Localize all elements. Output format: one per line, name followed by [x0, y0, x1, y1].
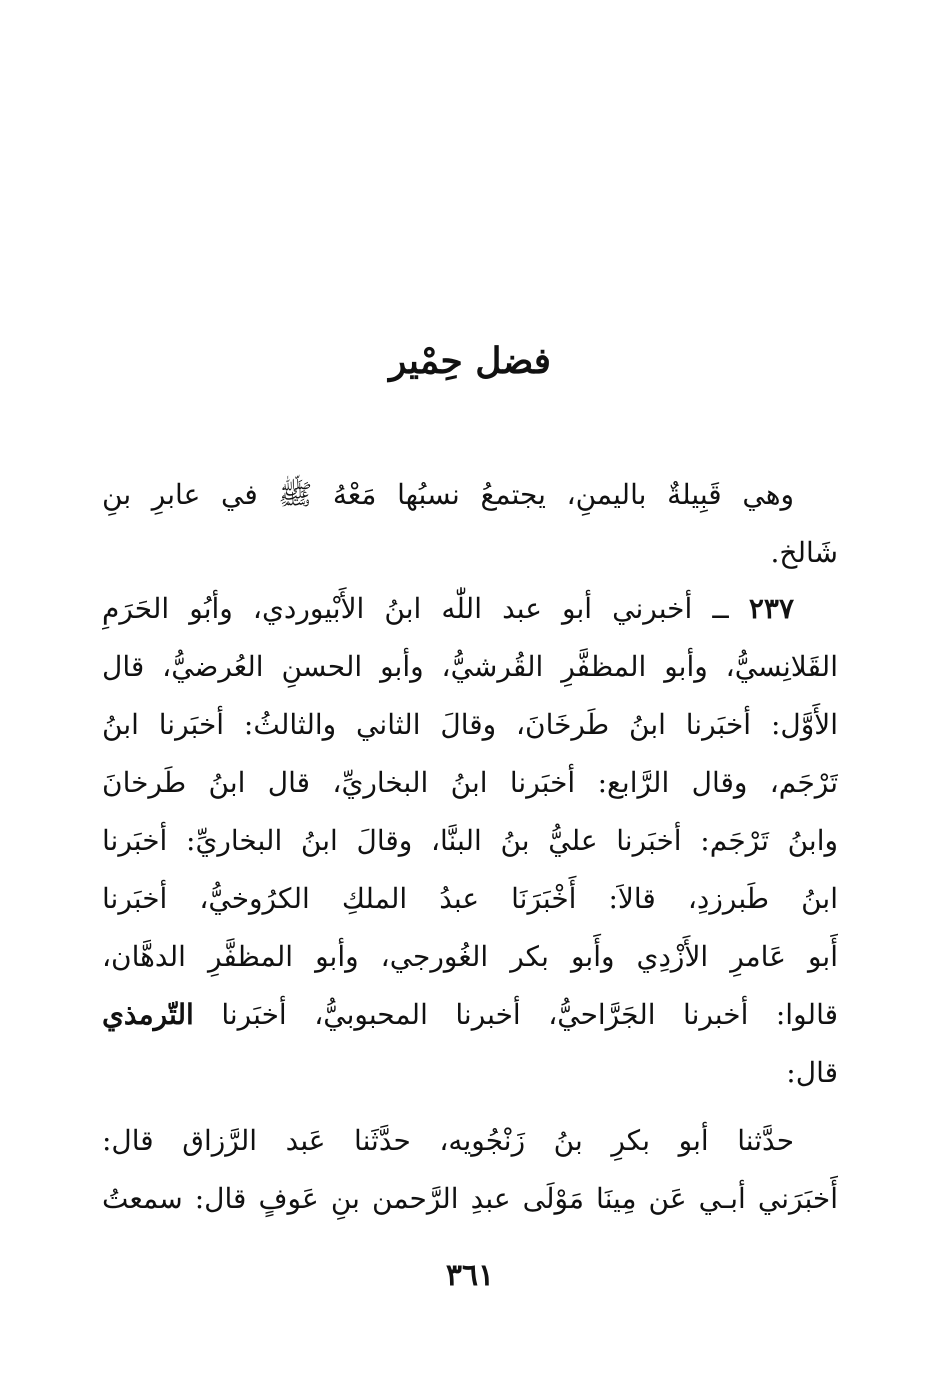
section-title: فضل حِمْير [388, 340, 552, 382]
hadith-line-1-text: ــ أخبرني أبو عبد اللّٰه ابنُ الأَبْيوردي، وأبُو الحَرَمِ [102, 592, 729, 625]
intro-paragraph [102, 466, 838, 582]
hadith-line-2: القَلانِسيُّ، وأبو المظفَّرِ القُرشيُّ، وأبو الحسنِ العُرضيُّ، قال [102, 650, 838, 683]
hadith-line-3: الأَوَّل: أخبَرنا ابنُ طَرخَانَ، وقالَ الثاني والثالثُ: أخبَرنا ابنُ [102, 708, 838, 741]
hadith-line-9: قال: [786, 1056, 838, 1089]
tirmidhi-name: التّرمذي [102, 998, 194, 1031]
matn-line-1: حدَّثنا أبو بكرِ بنُ زَنْجُويه، حدَّثَنا عَبد الرَّزاق قال: [102, 1124, 794, 1157]
hadith-line-5: وابنُ تَرْجَم: أخبَرنا عليُّ بنُ البنَّا، وقالَ ابنُ البخاريِّ: أخبَرنا [102, 824, 838, 857]
intro-line-1: وهي قَبِيلةٌ باليمنِ، يجتمعُ نسبُها مَعْهُ ﷺ في عابرِ بنِ [102, 478, 794, 511]
hadith-line-1 [102, 580, 838, 638]
matn-line-2: أَخبَرَني أبـي عَن مِينَا مَوْلَى عبدِ الرَّحمن بنِ عَوفٍ قال: سمعتُ [102, 1182, 838, 1215]
hadith-line-7: أَبو عَامرِ الأَزْدِي وأَبو بكر الغُورجي، وأبو المظفَّرِ الدهَّان، [102, 940, 838, 973]
hadith-line-8-text: قالوا: أخبرنا الجَرَّاحيُّ، أخبرنا المحبوبيُّ، أخبَرنا [221, 998, 838, 1031]
hadith-line-6: ابنُ طَبرزدِ، قالاَ: أَخْبَرَنَا عبدُ الملكِ الكرُوخيُّ، أخبَرنا [102, 882, 838, 915]
intro-line-2: شَالخ. [770, 536, 838, 569]
hadith-number: ٢٣٧ [748, 592, 794, 625]
hadith-line-8 [102, 986, 838, 1044]
matn-paragraph [102, 1112, 838, 1228]
hadith-paragraph [102, 580, 838, 1102]
hadith-line-4: تَرْجَم، وقال الرَّابع: أخبَرنا ابنُ البخاريِّ، قال ابنُ طَرخانَ [102, 766, 838, 799]
page-number: ٣٦١ [445, 1258, 495, 1293]
